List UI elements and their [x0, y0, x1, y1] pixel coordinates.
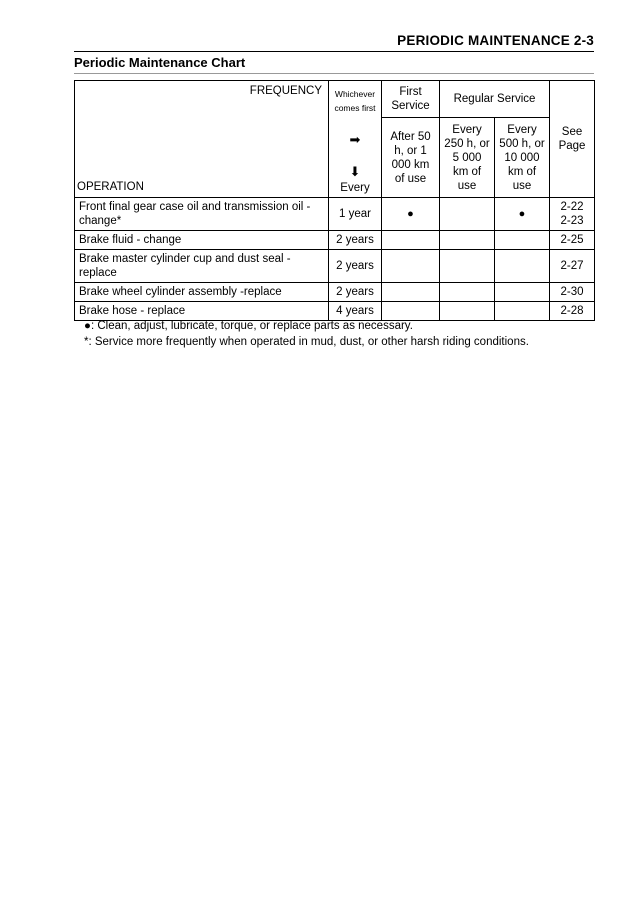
- regular-1-mark: [440, 231, 495, 250]
- note-asterisk-legend: *: Service more frequently when operated in mud, dust, or other harsh riding conditions.: [84, 336, 529, 348]
- every-cell: 2 years: [329, 231, 382, 250]
- whichever-text: Whichever comes first: [334, 89, 376, 113]
- regular-2-mark: [495, 231, 550, 250]
- see-page-header: See Page: [550, 81, 595, 198]
- operation-cell: Brake fluid - change: [75, 231, 329, 250]
- arrow-down-icon: ⬇: [349, 164, 361, 179]
- every-cell: 1 year: [329, 198, 382, 231]
- first-service-header: First Service: [382, 81, 440, 118]
- operation-label: OPERATION: [77, 181, 144, 193]
- first-service-interval: After 50 h, or 1 000 km of use: [382, 118, 440, 198]
- every-cell: 4 years: [329, 302, 382, 321]
- frequency-label: FREQUENCY: [249, 85, 322, 97]
- table-row: [75, 283, 595, 302]
- first-service-mark: [382, 231, 440, 250]
- regular-interval-1: Every 250 h, or 5 000 km of use: [440, 118, 495, 198]
- page-ref-cell: 2-28: [550, 302, 595, 321]
- operation-cell: Front final gear case oil and transmission oil - change*: [75, 198, 329, 231]
- title-divider: [74, 73, 594, 74]
- page-section-title: PERIODIC MAINTENANCE 2-3: [397, 33, 594, 48]
- header-divider: [74, 51, 594, 52]
- regular-interval-2: Every 500 h, or 10 000 km of use: [495, 118, 550, 198]
- chart-notes: [84, 318, 529, 350]
- regular-2-mark: ●: [495, 198, 550, 231]
- regular-1-mark: [440, 198, 495, 231]
- page-ref-cell: 2-25: [550, 231, 595, 250]
- frequency-operation-header: [75, 81, 329, 198]
- operation-cell: Brake master cylinder cup and dust seal - replace: [75, 250, 329, 283]
- maintenance-chart-table: [74, 80, 595, 321]
- page-ref-cell: 2-22 2-23: [550, 198, 595, 231]
- whichever-header: [329, 81, 382, 198]
- regular-1-mark: [440, 283, 495, 302]
- regular-2-mark: [495, 250, 550, 283]
- note-bullet-legend: ●: Clean, adjust, lubricate, torque, or replace parts as necessary.: [84, 320, 413, 332]
- chart-title: Periodic Maintenance Chart: [74, 55, 246, 70]
- page-ref-cell: 2-30: [550, 283, 595, 302]
- first-service-mark: ●: [382, 198, 440, 231]
- operation-cell: Brake hose - replace: [75, 302, 329, 321]
- regular-1-mark: [440, 250, 495, 283]
- page-ref-cell: 2-27: [550, 250, 595, 283]
- every-label: Every: [340, 182, 370, 194]
- regular-2-mark: [495, 283, 550, 302]
- regular-service-header: Regular Service: [440, 81, 550, 118]
- first-service-mark: [382, 283, 440, 302]
- table-row: [75, 198, 595, 231]
- first-service-mark: [382, 250, 440, 283]
- table-row: [75, 250, 595, 283]
- every-cell: 2 years: [329, 250, 382, 283]
- arrow-right-icon: ➡: [349, 132, 361, 147]
- operation-cell: Brake wheel cylinder assembly -replace: [75, 283, 329, 302]
- every-cell: 2 years: [329, 283, 382, 302]
- table-row: [75, 231, 595, 250]
